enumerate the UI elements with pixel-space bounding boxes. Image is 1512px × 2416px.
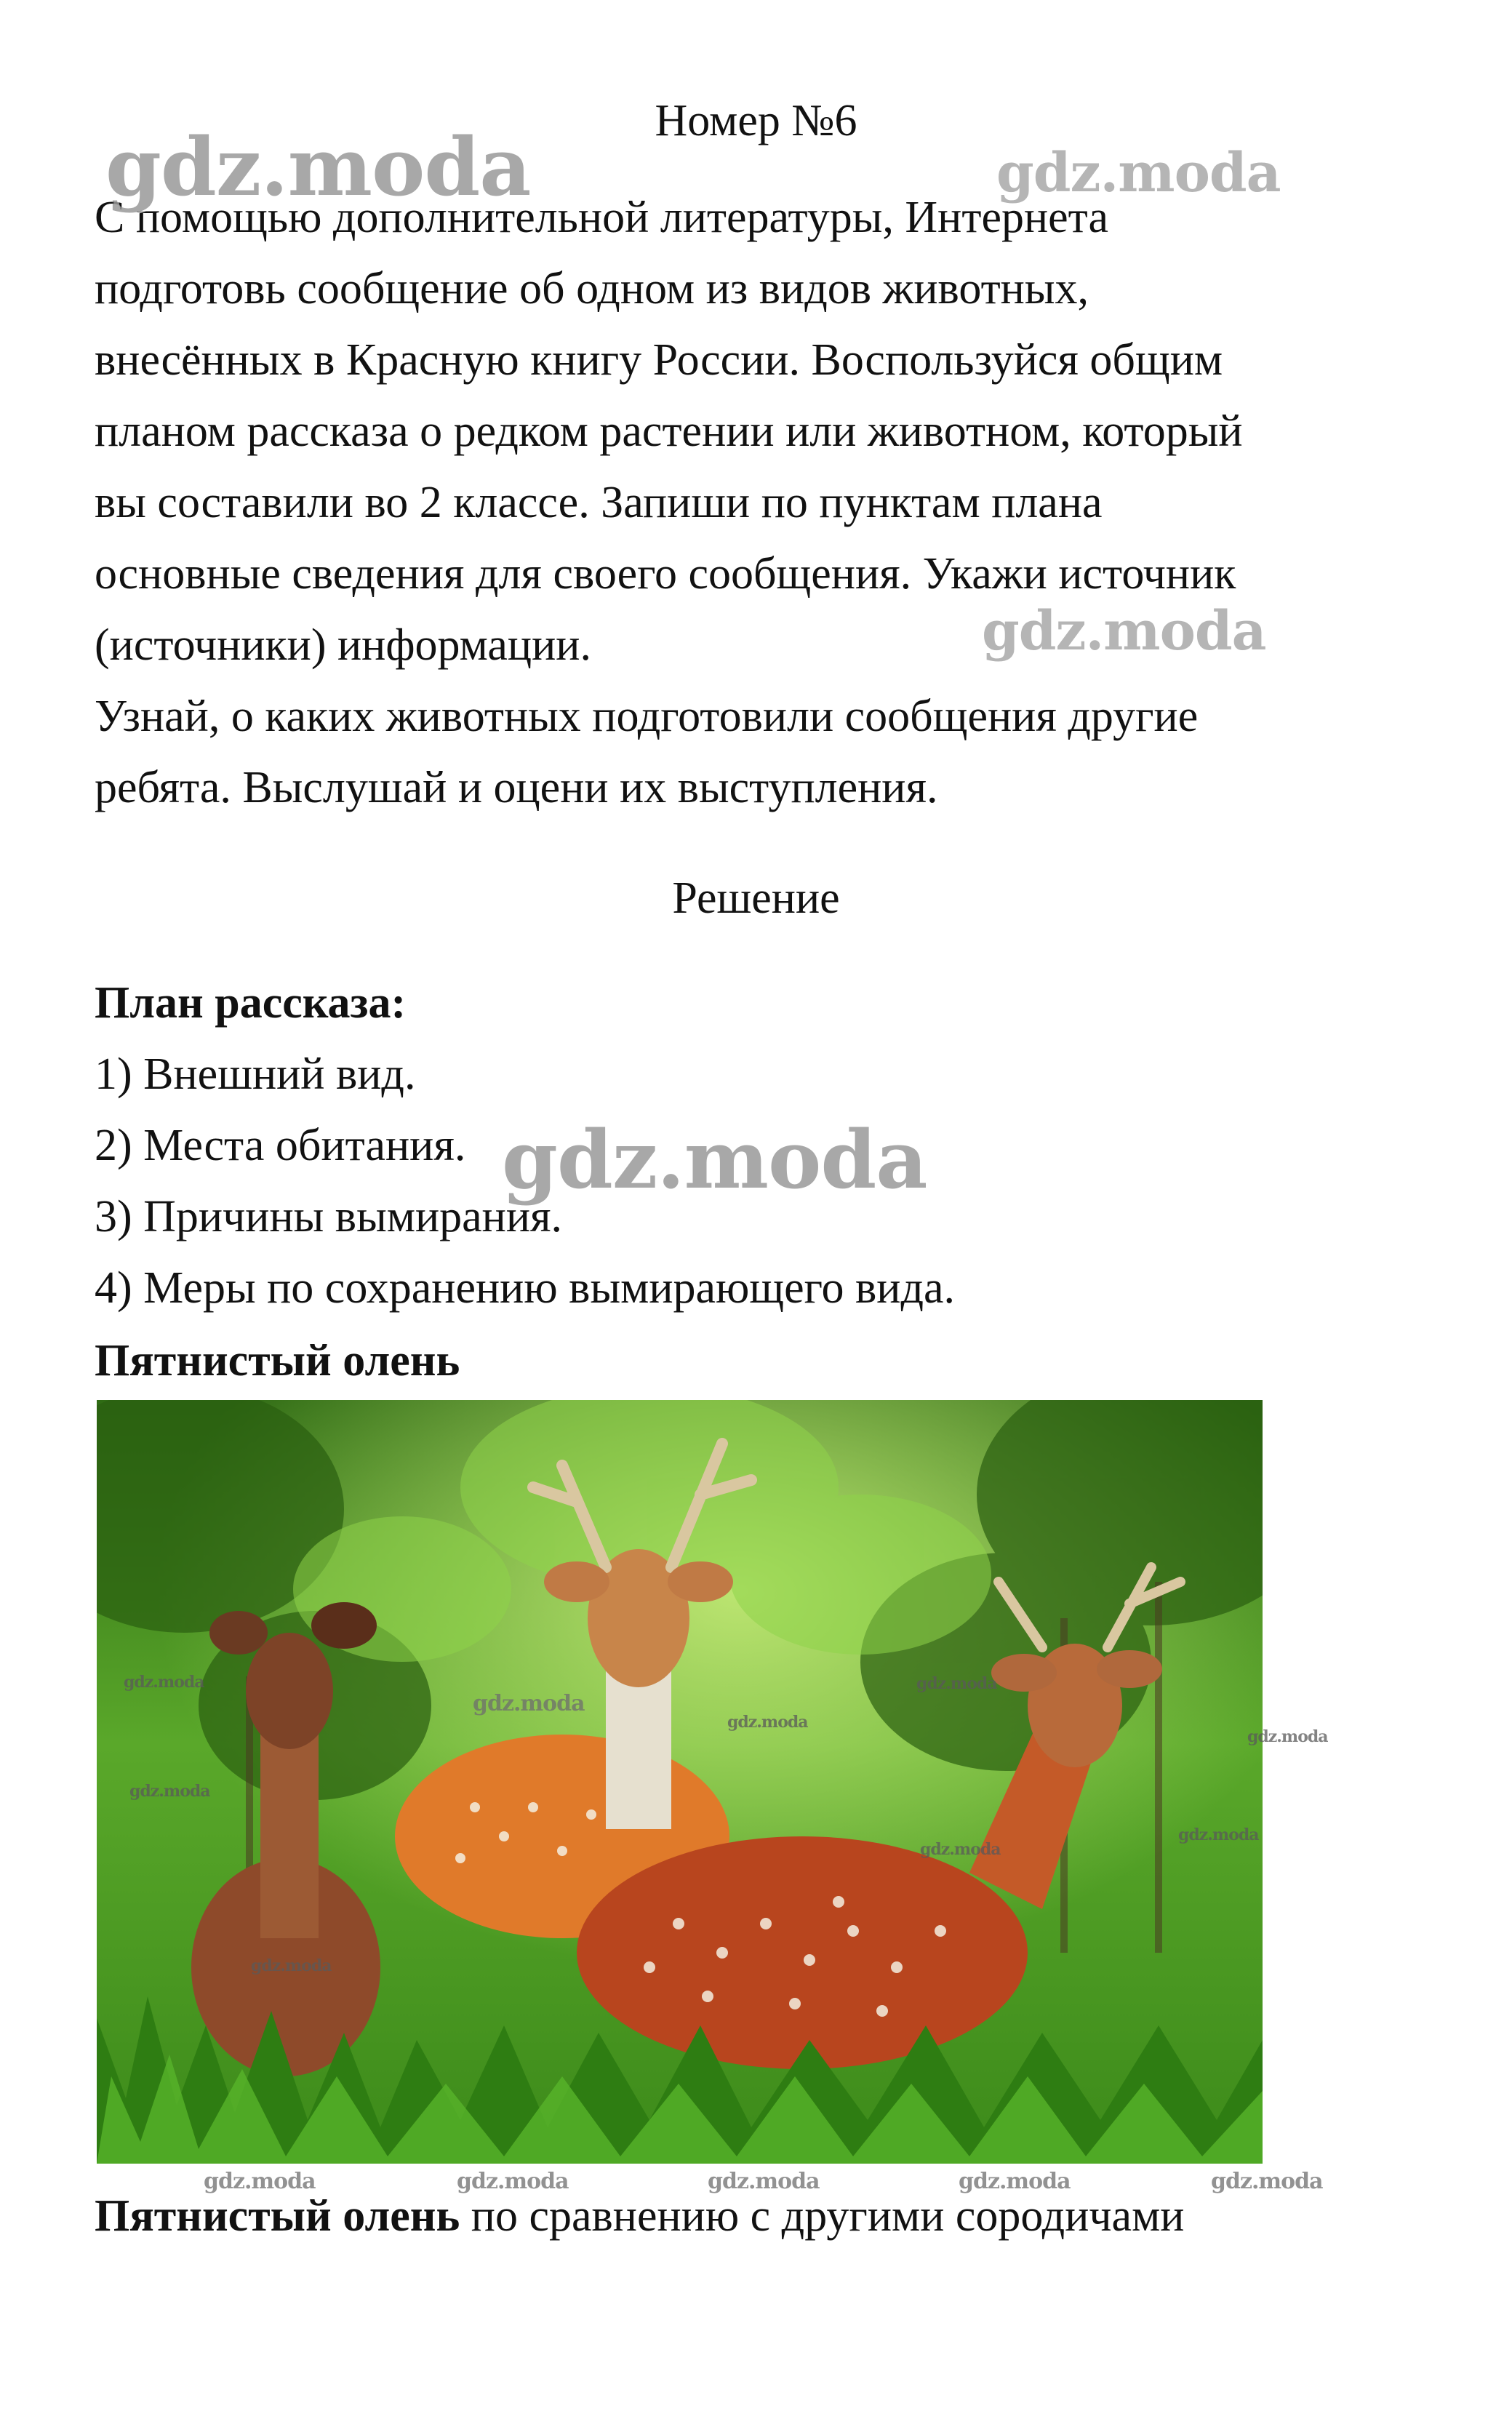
plan-title: План рассказа: [95, 978, 407, 1028]
watermark: gdz.moda [1178, 1825, 1259, 1844]
watermark: gdz.moda [920, 1840, 1001, 1859]
task-line: планом рассказа о редком растении или животном, который [95, 407, 1243, 456]
task-line: (источники) информации. [95, 620, 591, 670]
plan-item: 2) Места обитания. [95, 1121, 466, 1170]
plan-item: 4) Меры по сохранению вымирающего вида. [95, 1263, 956, 1313]
task-line: основные сведения для своего сообщения. Укажи источник [95, 549, 1236, 599]
plan-item: 1) Внешний вид. [95, 1049, 416, 1099]
watermark: gdz.moda [124, 1673, 204, 1692]
watermark: gdz.moda [473, 1691, 585, 1716]
closing-line [95, 2193, 1185, 2239]
watermark: gdz.moda [1247, 1727, 1328, 1746]
deer-photo [97, 1400, 1263, 2164]
page-title: Номер №6 [655, 96, 857, 145]
watermark: gdz.moda [204, 2169, 316, 2194]
watermark: gdz.moda [996, 142, 1281, 204]
watermark: gdz.moda [916, 1674, 997, 1693]
watermark: gdz.moda [251, 1956, 332, 1975]
task-text [95, 182, 1462, 823]
closing-bold: Пятнистый олень [95, 2191, 460, 2241]
animal-title: Пятнистый олень [95, 1336, 460, 1385]
watermark: gdz.moda [708, 2169, 820, 2194]
task-line: внесённых в Красную книгу России. Воспользуйся общим [95, 335, 1223, 385]
watermark: gdz.moda [105, 120, 531, 214]
task-line: С помощью дополнительной литературы, Интернета [95, 193, 1109, 242]
watermark: gdz.moda [982, 600, 1266, 663]
task-line: вы составили во 2 классе. Запиши по пунктам плана [95, 478, 1103, 527]
watermark: gdz.moda [1211, 2169, 1323, 2194]
plan-item: 3) Причины вымирания. [95, 1192, 563, 1241]
solution-heading: Решение [672, 873, 840, 923]
task-line: ребята. Выслушай и оцени их выступления. [95, 763, 938, 812]
closing-rest: по сравнению с другими сородичами [460, 2191, 1185, 2241]
watermark: gdz.moda [502, 1113, 927, 1207]
deer-illustration [97, 1400, 1263, 2164]
task-line: Узнай, о каких животных подготовили сообщения другие [95, 692, 1199, 741]
watermark: gdz.moda [129, 1782, 210, 1801]
watermark: gdz.moda [457, 2169, 569, 2194]
watermark: gdz.moda [727, 1713, 808, 1732]
watermark: gdz.moda [959, 2169, 1071, 2194]
task-line: подготовь сообщение об одном из видов животных, [95, 264, 1089, 313]
